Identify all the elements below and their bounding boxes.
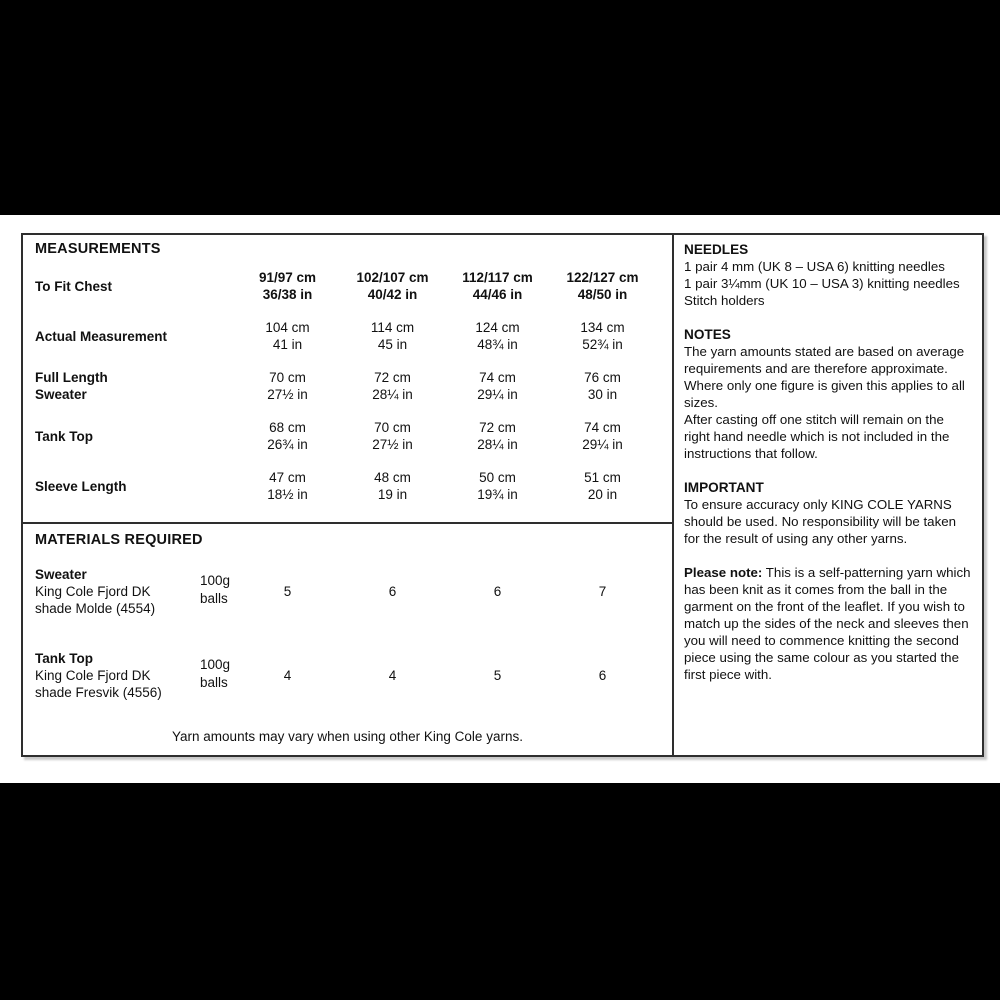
important-text: To ensure accuracy only KING COLE YARNS should be used. No responsibility will be taken for the result of using any other yarns. <box>684 497 957 546</box>
row-label <box>35 369 235 403</box>
row-label-text: Actual Measurement <box>35 328 168 344</box>
quantity-cell: 6 <box>388 584 397 599</box>
size-cm: 122/127 cm <box>566 270 639 285</box>
left-panel <box>23 235 674 755</box>
value-in: 19¾ in <box>477 487 518 502</box>
please-note-text <box>684 564 972 683</box>
value-in: 26¾ in <box>267 437 308 452</box>
value-cell <box>445 469 550 503</box>
unit-label <box>200 655 230 691</box>
row-label-line1: Full Length <box>35 370 108 385</box>
measurement-row-full-length-sweater <box>35 369 672 403</box>
notes-paragraph: Where only one figure is given this applies to all sizes. <box>684 378 965 410</box>
size-header-cell <box>550 269 655 303</box>
size-in: 36/38 in <box>262 287 313 302</box>
value-cell <box>550 419 655 453</box>
value-cm: 48 cm <box>374 470 411 485</box>
value-in: 28¼ in <box>477 437 518 452</box>
please-note-body: This is a self-patterning yarn which has been knit as it comes from the ball in the garment on the front of the leaflet. If you wish to match up the sides of the neck and sleeves then you will need to commence knitting the second piece using the same colour as you started the first piece with. <box>684 565 971 682</box>
value-in: 27½ in <box>267 387 308 402</box>
needles-title: NEEDLES <box>684 242 749 257</box>
garment-name: Tank Top <box>35 651 93 666</box>
notes-title: NOTES <box>684 327 731 342</box>
value-cell <box>340 369 445 403</box>
notes-paragraph: The yarn amounts stated are based on average requirements and are therefore approximate. <box>684 344 965 376</box>
size-cm: 102/107 cm <box>356 270 429 285</box>
unit-balls: balls <box>200 674 228 690</box>
quantity-cell: 4 <box>388 668 397 683</box>
garment-name: Sweater <box>35 567 87 582</box>
quantity-cell: 7 <box>598 584 607 599</box>
row-label <box>35 278 235 295</box>
unit-balls: balls <box>200 590 228 606</box>
quantity-cell: 6 <box>493 584 502 599</box>
please-note-block <box>684 564 972 683</box>
measurements-title: MEASUREMENTS <box>35 241 161 257</box>
value-cell <box>550 369 655 403</box>
size-header-cell <box>340 269 445 303</box>
value-cm: 134 cm <box>580 320 625 335</box>
value-cell <box>340 319 445 353</box>
value-cm: 74 cm <box>584 420 621 435</box>
yarn-description <box>35 650 235 701</box>
value-cm: 74 cm <box>479 370 516 385</box>
value-in: 18½ in <box>267 487 308 502</box>
value-in: 27½ in <box>372 437 413 452</box>
size-cm: 91/97 cm <box>258 270 317 285</box>
unit-label <box>200 571 230 607</box>
measurements-section <box>23 235 672 524</box>
value-cm: 70 cm <box>374 420 411 435</box>
materials-section <box>23 524 672 755</box>
value-cm: 114 cm <box>370 320 415 335</box>
quantity-cell: 5 <box>493 668 502 683</box>
row-label <box>35 328 235 345</box>
value-in: 30 in <box>587 387 618 402</box>
value-cell <box>445 419 550 453</box>
yarn-shade: shade Fresvik (4556) <box>35 685 162 700</box>
value-cell <box>235 419 340 453</box>
value-in: 52¾ in <box>582 337 623 352</box>
bottom-black-band <box>0 783 1000 1000</box>
value-in: 20 in <box>587 487 618 502</box>
value-cell <box>445 319 550 353</box>
quantity-cell: 4 <box>283 668 292 683</box>
important-block <box>684 479 972 547</box>
value-in: 45 in <box>377 337 408 352</box>
size-cm: 112/117 cm <box>462 270 533 285</box>
row-label-text: To Fit Chest <box>35 278 112 294</box>
needles-block <box>684 241 972 309</box>
unit-weight: 100g <box>200 572 231 588</box>
measurement-row-to-fit-chest <box>35 269 672 303</box>
size-header-cell <box>235 269 340 303</box>
value-cm: 72 cm <box>374 370 411 385</box>
yarn-variation-note: Yarn amounts may vary when using other King Cole yarns. <box>172 729 523 744</box>
right-panel <box>674 235 982 755</box>
row-label-text: Tank Top <box>35 428 93 444</box>
top-black-band <box>0 0 1000 215</box>
yarn-shade: shade Molde (4554) <box>35 601 156 616</box>
needles-line: 1 pair 4 mm (UK 8 – USA 6) knitting needles <box>684 259 945 274</box>
row-label-line2: Sweater <box>35 387 87 402</box>
value-cm: 70 cm <box>269 370 306 385</box>
quantity-cell: 5 <box>283 584 292 599</box>
value-cell <box>340 419 445 453</box>
value-cm: 51 cm <box>584 470 621 485</box>
value-cm: 104 cm <box>265 320 310 335</box>
value-cell <box>550 319 655 353</box>
value-cell <box>235 469 340 503</box>
value-cm: 68 cm <box>269 420 306 435</box>
value-in: 28¼ in <box>372 387 413 402</box>
measurement-row-tank-top <box>35 419 672 453</box>
materials-title: MATERIALS REQUIRED <box>35 532 203 548</box>
unit-weight: 100g <box>200 656 231 672</box>
row-label-text: Sleeve Length <box>35 478 127 494</box>
yarn-name: King Cole Fjord DK <box>35 668 151 683</box>
value-in: 29¼ in <box>582 437 623 452</box>
size-in: 44/46 in <box>472 287 523 302</box>
please-note-label: Please note: <box>684 565 763 580</box>
size-in: 48/50 in <box>577 287 628 302</box>
value-cm: 76 cm <box>584 370 621 385</box>
materials-row-sweater <box>35 566 672 617</box>
notes-block <box>684 326 972 462</box>
value-in: 29¼ in <box>477 387 518 402</box>
value-cm: 72 cm <box>479 420 516 435</box>
value-cm: 47 cm <box>269 470 306 485</box>
size-in: 40/42 in <box>367 287 418 302</box>
value-cm: 50 cm <box>479 470 516 485</box>
materials-row-tank-top <box>35 650 672 701</box>
value-cell <box>445 369 550 403</box>
value-in: 41 in <box>272 337 303 352</box>
value-in: 19 in <box>377 487 408 502</box>
important-title: IMPORTANT <box>684 480 764 495</box>
size-header-cell <box>445 269 550 303</box>
pattern-info-sheet <box>21 233 984 757</box>
value-cell <box>550 469 655 503</box>
notes-paragraph: After casting off one stitch will remain on the right hand needle which is not included in the instructions that follow. <box>684 412 950 461</box>
measurement-row-actual-measurement <box>35 319 672 353</box>
value-in: 48¾ in <box>477 337 518 352</box>
value-cell <box>235 319 340 353</box>
yarn-name: King Cole Fjord DK <box>35 584 151 599</box>
value-cm: 124 cm <box>475 320 520 335</box>
needles-line: 1 pair 3¼mm (UK 10 – USA 3) knitting needles <box>684 276 960 291</box>
row-label <box>35 428 235 445</box>
measurement-row-sleeve-length <box>35 469 672 503</box>
quantity-cell: 6 <box>598 668 607 683</box>
yarn-description <box>35 566 235 617</box>
value-cell <box>340 469 445 503</box>
needles-line: Stitch holders <box>684 293 765 308</box>
row-label <box>35 478 235 495</box>
value-cell <box>235 369 340 403</box>
